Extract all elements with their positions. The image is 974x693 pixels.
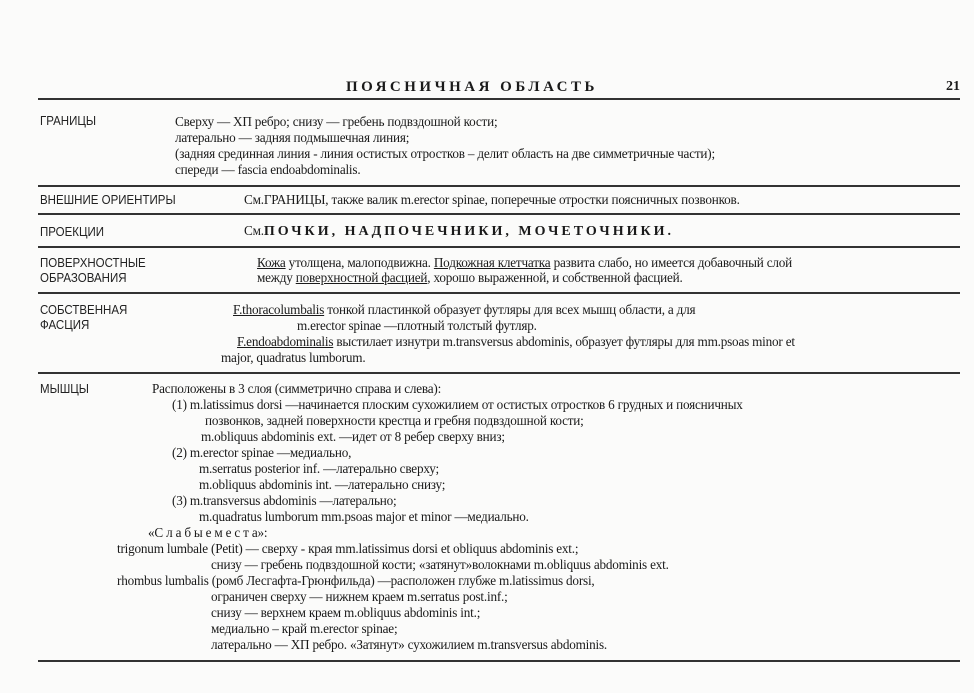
- section-label-projections: ПРОЕКЦИИ: [40, 225, 105, 239]
- text: , хорошо выраженной, и собственной фасцией.: [427, 270, 683, 285]
- text-line: медиально – край m.erector spinae;: [211, 621, 398, 636]
- term: Подкожная клетчатка: [433, 255, 551, 270]
- text-line: [257, 255, 792, 270]
- text-line: m.quadratus lumborum mm.psoas major et minor —медиально.: [199, 509, 529, 524]
- organs-list: ПОЧКИ, НАДПОЧЕЧНИКИ, МОЧЕТОЧНИКИ.: [263, 224, 675, 239]
- text: между: [257, 270, 296, 285]
- text-line: m.serratus posterior inf. —латерально сверху;: [199, 461, 439, 476]
- section-label-landmarks: ВНЕШНИЕ ОРИЕНТИРЫ: [40, 193, 176, 207]
- text-line: (1) m.latissimus dorsi —начинается плоским сухожилием от остистых отростков 6 грудных и поясничных: [172, 397, 743, 412]
- text: выстилает изнутри m.transversus abdominis, образует футляры для mm.psoas minor et: [333, 334, 795, 349]
- section-label-muscles: МЫШЦЫ: [40, 382, 89, 396]
- text: утолщена, малоподвижна.: [285, 255, 434, 270]
- text: тонкой пластинкой образует футляры для всех мышц области, а для: [324, 302, 696, 317]
- section-label-borders: ГРАНИЦЫ: [40, 114, 97, 128]
- text-line: [257, 270, 683, 285]
- divider: [38, 185, 960, 187]
- text-line: [237, 334, 795, 349]
- text-line: См.ГРАНИЦЫ, также валик m.erector spinae, поперечные отростки поясничных позвонков.: [244, 192, 740, 207]
- term: поверхностной фасцией: [295, 270, 428, 285]
- term: Кожа: [257, 255, 286, 270]
- text-line: латерально — задняя подмышечная линия;: [175, 130, 410, 145]
- text-line: m.obliquus abdominis int. —латерально снизу;: [199, 477, 446, 492]
- text-line: rhombus lumbalis (ромб Лесгафта-Грюнфильда) —расположен глубже m.latissimus dorsi,: [117, 573, 595, 588]
- divider: [38, 98, 960, 100]
- text-line: m.obliquus abdominis ext. —идет от 8 ребер сверху вниз;: [201, 429, 505, 444]
- text-line: (3) m.transversus abdominis —латерально;: [172, 493, 397, 508]
- text: развита слабо, но имеется добавочный слой: [550, 255, 793, 270]
- page-title: ПОЯСНИЧНАЯ ОБЛАСТЬ: [346, 79, 598, 95]
- text-line: [233, 302, 695, 317]
- text-line: позвонков, задней поверхности крестца и гребня подвздошной кости;: [205, 413, 584, 428]
- text-line: Сверху — XП ребро; снизу — гребень подвздошной кости;: [175, 114, 498, 129]
- divider: [38, 372, 960, 374]
- text-line: (задняя срединная линия - линия остистых отростков – делит область на две симметричные части);: [175, 146, 715, 161]
- weak-spots-heading: «С л а б ы е м е с т а»:: [148, 525, 268, 540]
- divider: [38, 660, 960, 662]
- text-line: ограничен сверху — нижнем краем m.serratus post.inf.;: [211, 589, 508, 604]
- text-line: спереди — fascia endoabdominalis.: [175, 162, 361, 177]
- text-line: (2) m.erector spinae —медиально,: [172, 445, 352, 460]
- section-label-fascia: СОБСТВЕННАЯ: [40, 303, 128, 317]
- text-line: латерально — XП ребро. «Затянут» сухожилием m.transversus abdominis.: [211, 637, 608, 652]
- term: F.endoabdominalis: [237, 334, 334, 349]
- section-label-fascia-2: ФАСЦИЯ: [40, 318, 90, 332]
- text-line: снизу — верхнем краем m.obliquus abdominis int.;: [211, 605, 481, 620]
- text-line: Расположены в 3 слоя (симметрично справа и слева):: [152, 381, 442, 396]
- section-label-surface: ПОВЕРХНОСТНЫЕ: [40, 256, 146, 270]
- text-line: снизу — гребень подвздошной кости; «затянут»волокнами m.obliquus abdominis ext.: [211, 557, 669, 572]
- divider: [38, 292, 960, 294]
- section-label-surface-2: ОБРАЗОВАНИЯ: [40, 271, 127, 285]
- divider: [38, 213, 960, 215]
- term: F.thoracolumbalis: [233, 302, 325, 317]
- text-line: [244, 223, 674, 239]
- page-number: 21: [946, 79, 960, 94]
- prefix: См.: [244, 223, 264, 238]
- divider: [38, 246, 960, 248]
- text-line: trigonum lumbale (Petit) — сверху - края mm.latissimus dorsi et obliquus abdominis ext.;: [117, 541, 579, 556]
- text-line: m.erector spinae —плотный толстый футляр.: [297, 318, 537, 333]
- text-line: major, quadratus lumborum.: [221, 350, 366, 365]
